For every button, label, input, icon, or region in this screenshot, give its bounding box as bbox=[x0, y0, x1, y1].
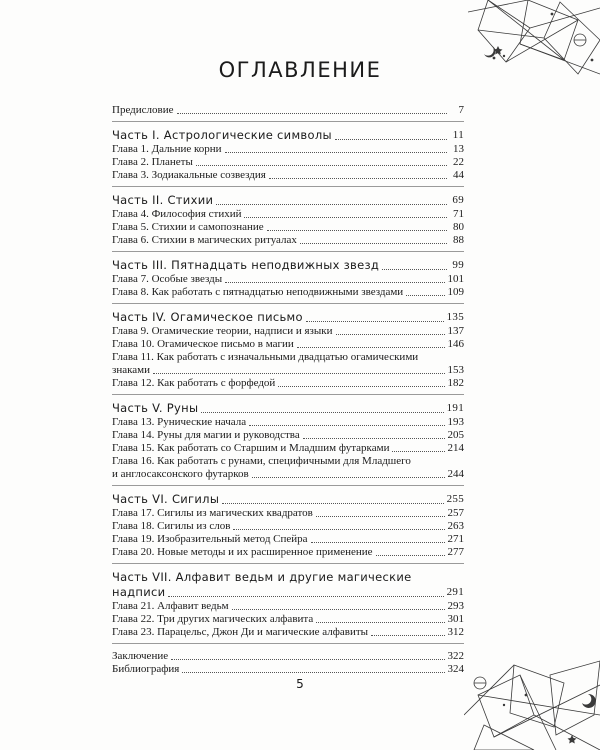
toc-part-6[interactable]: Часть VI. Сигилы 255 bbox=[112, 492, 464, 506]
toc-entry-ch7[interactable]: Глава 7. Особые звезды 101 bbox=[112, 273, 464, 285]
toc-part-1[interactable]: Часть I. Астрологические символы 11 bbox=[112, 128, 464, 142]
section-divider bbox=[112, 186, 464, 187]
toc-part-4[interactable]: Часть IV. Огамическое письмо 135 bbox=[112, 310, 464, 324]
section-divider bbox=[112, 563, 464, 564]
section-divider bbox=[112, 251, 464, 252]
toc-entry-ch6[interactable]: Глава 6. Стихии в магических ритуалах 88 bbox=[112, 234, 464, 246]
toc-entry-ch1[interactable]: Глава 1. Дальние корни 13 bbox=[112, 143, 464, 155]
section-divider bbox=[112, 121, 464, 122]
geometric-ornament-bottom-icon bbox=[464, 655, 600, 750]
toc-entry-ch23[interactable]: Глава 23. Парацельс, Джон Ди и магические алфавиты 312 bbox=[112, 626, 464, 638]
page-ref: 7 bbox=[458, 104, 464, 116]
toc-entry-ch18[interactable]: Глава 18. Сигилы из слов 263 bbox=[112, 520, 464, 532]
toc-entry-ch11-line1[interactable]: Глава 11. Как работать с изначальными двадцатью огамическими bbox=[112, 351, 419, 363]
toc-entry-ch9[interactable]: Глава 9. Огамические теории, надписи и языки 137 bbox=[112, 325, 464, 337]
toc-entry-ch3[interactable]: Глава 3. Зодиакальные созвездия 44 bbox=[112, 169, 464, 181]
toc-part-7-line1[interactable]: Часть VII. Алфавит ведьм и другие магические bbox=[112, 570, 412, 584]
toc-part-3[interactable]: Часть III. Пятнадцать неподвижных звезд 99 bbox=[112, 258, 464, 272]
toc-entry-ch16[interactable]: и англосаксонского футарков 244 bbox=[112, 468, 464, 480]
page-number: 5 bbox=[296, 677, 304, 691]
toc-entry-ch5[interactable]: Глава 5. Стихии и самопознание 80 bbox=[112, 221, 464, 233]
toc-entry-ch19[interactable]: Глава 19. Изобразительный метод Спейра 271 bbox=[112, 533, 464, 545]
toc-entry-ch16-line1[interactable]: Глава 16. Как работать с рунами, специфичными для Младшего bbox=[112, 455, 411, 467]
toc-entry-ch13[interactable]: Глава 13. Рунические начала 193 bbox=[112, 416, 464, 428]
toc-entry-ch20[interactable]: Глава 20. Новые методы и их расширенное применение 277 bbox=[112, 546, 464, 558]
toc-entry-ch15[interactable]: Глава 15. Как работать со Старшим и Младшим футарками 214 bbox=[112, 442, 464, 454]
toc-part-5[interactable]: Часть V. Руны 191 bbox=[112, 401, 464, 415]
toc-entry-preface[interactable]: Предисловие 7 bbox=[112, 104, 464, 116]
section-divider bbox=[112, 643, 464, 644]
toc-entry-conclusion[interactable]: Заключение 322 bbox=[112, 650, 464, 662]
toc-entry-bibliography[interactable]: Библиография 324 bbox=[112, 663, 464, 675]
toc-entry-ch2[interactable]: Глава 2. Планеты 22 bbox=[112, 156, 464, 168]
toc-entry-ch17[interactable]: Глава 17. Сигилы из магических квадратов 257 bbox=[112, 507, 464, 519]
toc-entry-ch22[interactable]: Глава 22. Три других магических алфавита 301 bbox=[112, 613, 464, 625]
toc-entry-ch8[interactable]: Глава 8. Как работать с пятнадцатью неподвижными звездами 109 bbox=[112, 286, 464, 298]
toc-part-7[interactable]: надписи 291 bbox=[112, 585, 464, 599]
toc-entry-ch14[interactable]: Глава 14. Руны для магии и руководства 205 bbox=[112, 429, 464, 441]
section-divider bbox=[112, 303, 464, 304]
toc-part-2[interactable]: Часть II. Стихии 69 bbox=[112, 193, 464, 207]
table-of-contents bbox=[112, 104, 464, 676]
toc-entry-ch11[interactable]: знаками 153 bbox=[112, 364, 464, 376]
toc-entry-ch21[interactable]: Глава 21. Алфавит ведьм 293 bbox=[112, 600, 464, 612]
section-divider bbox=[112, 394, 464, 395]
toc-entry-ch12[interactable]: Глава 12. Как работать с форфедой 182 bbox=[112, 377, 464, 389]
toc-entry-ch4[interactable]: Глава 4. Философия стихий 71 bbox=[112, 208, 464, 220]
toc-entry-ch10[interactable]: Глава 10. Огамическое письмо в магии 146 bbox=[112, 338, 464, 350]
page-title: ОГЛАВЛЕНИЕ bbox=[218, 58, 382, 82]
section-divider bbox=[112, 485, 464, 486]
